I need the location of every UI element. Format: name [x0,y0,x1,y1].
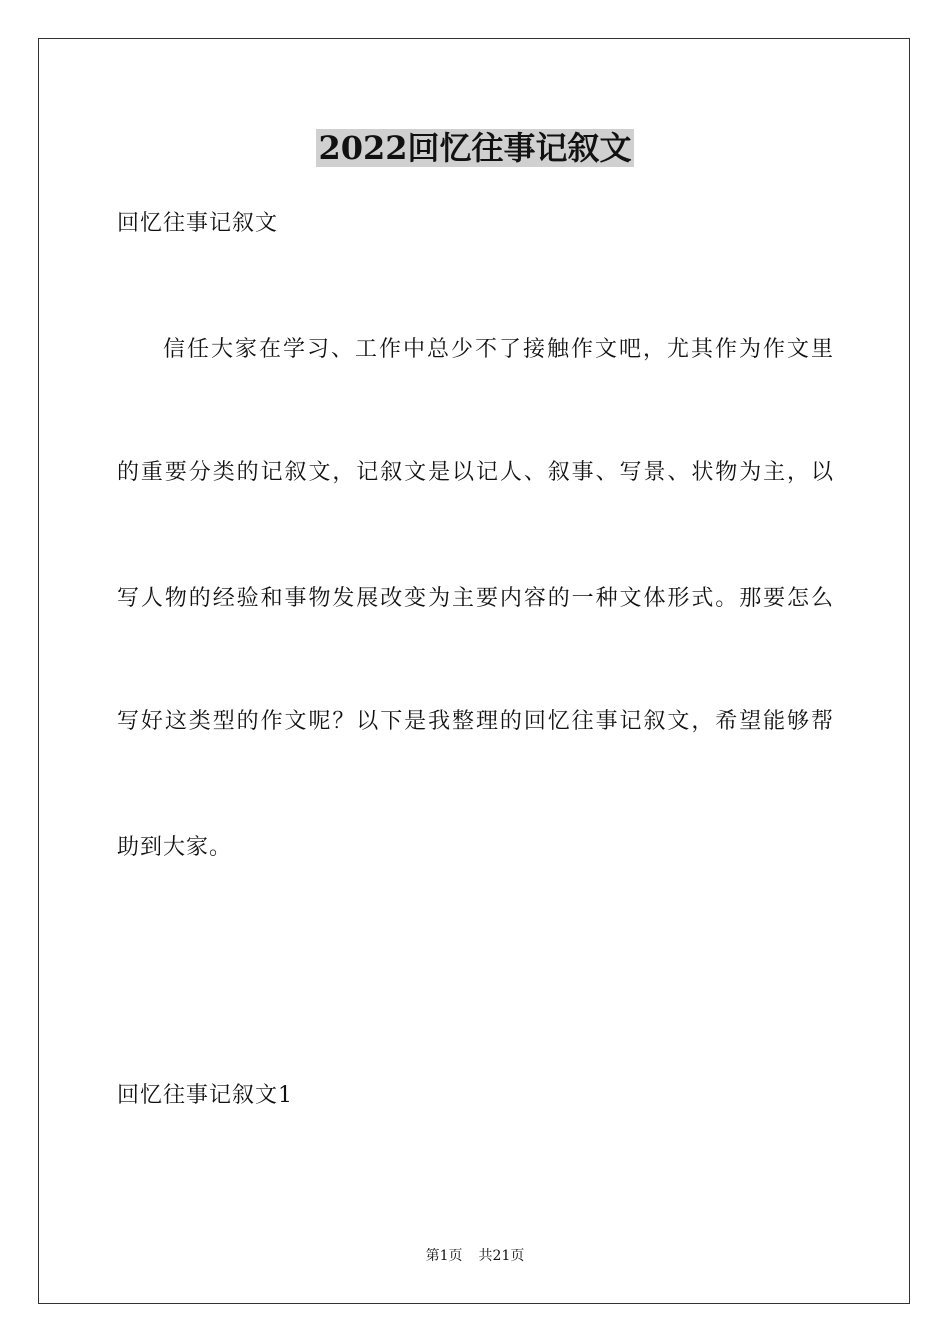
intro-line-2: 的重要分类的记叙文，记叙文是以记人、叙事、写景、状物为主，以 [117,460,833,485]
document-subtitle: 回忆往事记叙文 [117,211,279,236]
intro-line-3: 写人物的经验和事物发展改变为主要内容的一种文体形式。那要怎么 [117,586,833,611]
section-heading: 回忆往事记叙文1 [117,1083,293,1108]
title-text: 2022回忆往事记叙文 [318,129,632,167]
page-footer [0,1246,950,1266]
intro-line-5: 助到大家。 [117,835,233,860]
page-number: 第1页 [425,1248,463,1264]
intro-line-1: 信任大家在学习、工作中总少不了接触作文吧，尤其作为作文里 [163,337,833,362]
page-total: 共21页 [478,1248,525,1264]
intro-line-4: 写好这类型的作文呢？以下是我整理的回忆往事记叙文，希望能够帮 [117,709,833,734]
document-title [0,126,950,170]
